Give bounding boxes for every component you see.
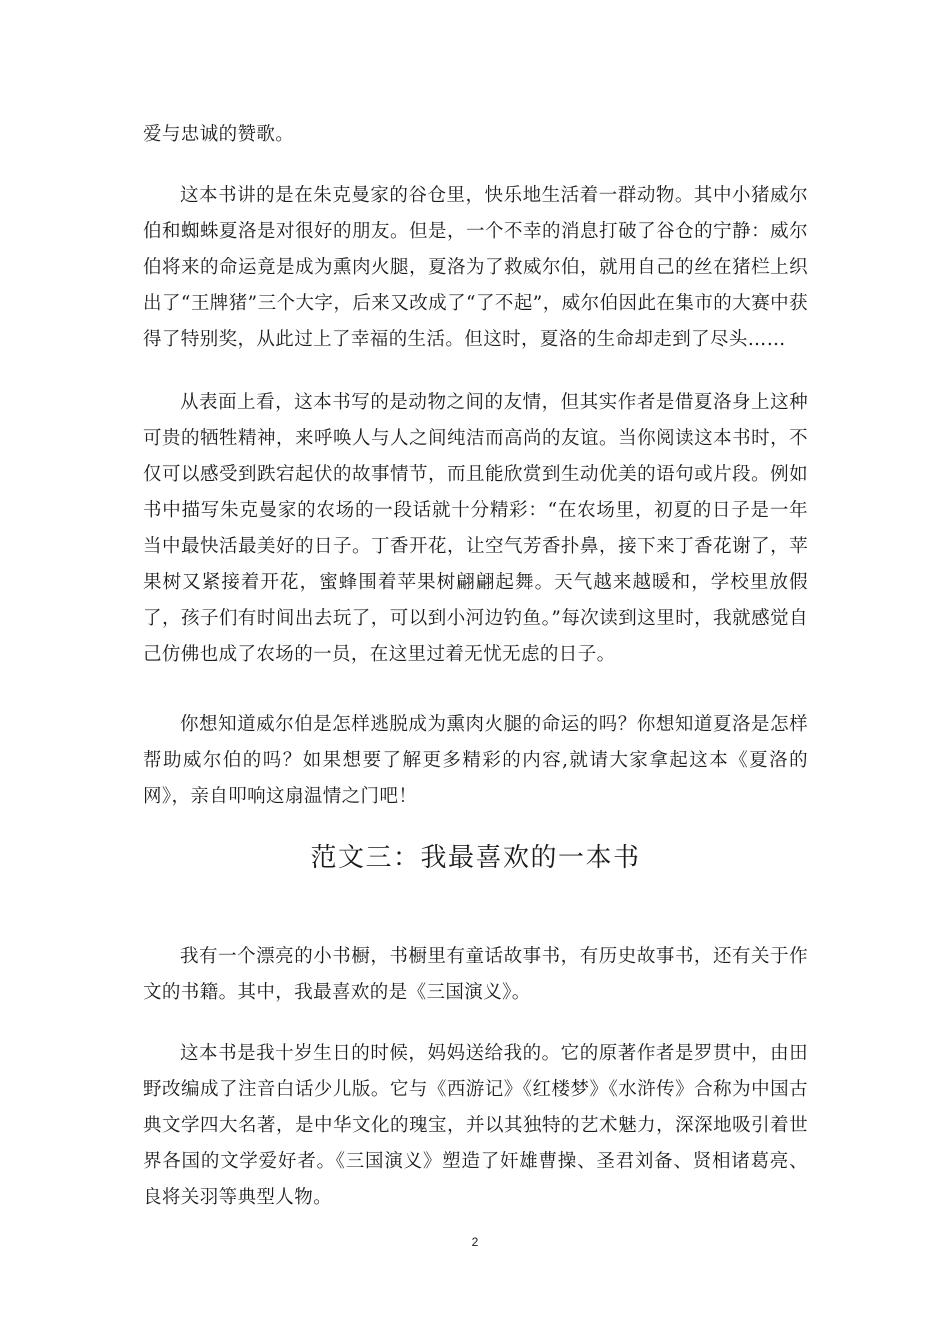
section-title: 范文三：我最喜欢的一本书 xyxy=(310,843,641,873)
paragraph-bookshelf: 我有一个漂亮的小书橱，书橱里有童话故事书，有历史故事书，还有关于作文的书籍。其中，我最喜欢的是《三国演义》。 xyxy=(143,946,808,1003)
paragraph-analysis: 从表面上看，这本书写的是动物之间的友情，但其实作者是借夏洛身上这种可贵的牺牲精神，来呼唤人与人之间纯洁而高尚的友谊。当你阅读这本书时，不仅可以感受到跌宕起伏的故事情节，而且能欣赏到生动优美的语句或片段。例如书中描写朱克曼家的农场的一段话就十分精彩：“在农场里，初夏的日子是一年当中最快活最美好的日子。丁香开花，让空气芳香扑鼻，接下来丁香花谢了，苹果树又紧接着开花，蜜蜂围着苹果树翩翩起舞。天气越来越暖和，学校里放假了，孩子们有时间出去玩了，可以到小河边钓鱼。”每次读到这里时，我就感觉自己仿佛也成了农场的一员，在这里过着无忧无虑的日子。 xyxy=(143,392,808,665)
paragraph-invitation: 你想知道威尔伯是怎样逃脱成为熏肉火腿的命运的吗？你想知道夏洛是怎样帮助威尔伯的吗？如果想要了解更多精彩的内容,就请大家拿起这本《夏洛的网》，亲自叩响这扇温情之门吧！ xyxy=(143,714,808,807)
page-number: 2 xyxy=(471,1235,479,1249)
paragraph-book-origin: 这本书是我十岁生日的时候，妈妈送给我的。它的原著作者是罗贯中，由田野改编成了注音白话少儿版。它与《西游记》《红楼梦》《水浒传》合称为中国古典文学四大名著，是中华文化的瑰宝，并以其独特的艺术魅力，深深地吸引着世界各国的文学爱好者。《三国演义》塑造了奸雄曹操、圣君刘备、贤相诸葛亮、良将关羽等典型人物。 xyxy=(143,1043,808,1208)
paragraph-continuation: 爱与忠诚的赞歌。 xyxy=(143,124,295,145)
paragraph-story-summary: 这本书讲的是在朱克曼家的谷仓里，快乐地生活着一群动物。其中小猪威尔伯和蜘蛛夏洛是对很好的朋友。但是，一个不幸的消息打破了谷仓的宁静：威尔伯将来的命运竟是成为熏肉火腿，夏洛为了救威尔伯，就用自己的丝在猪栏上织出了“王牌猪”三个大字，后来又改成了“了不起”，威尔伯因此在集市的大赛中获得了特别奖，从此过上了幸福的生活。但这时，夏洛的生命却走到了尽头…… xyxy=(143,185,808,350)
